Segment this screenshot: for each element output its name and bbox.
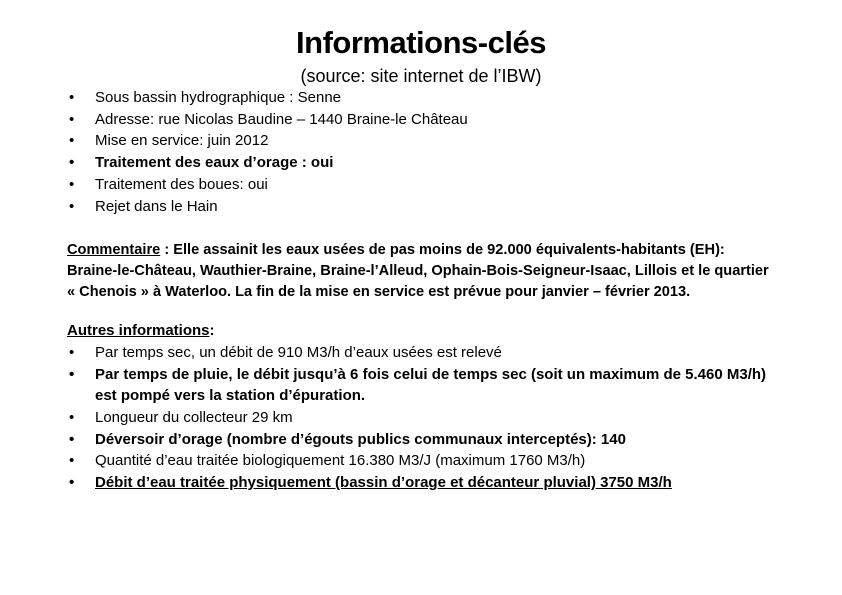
autres-informations-label: Autres informations — [67, 322, 210, 340]
list-item: • Quantité d’eau traitée biologiquement 16.380 M3/J (maximum 1760 M3/h) — [67, 450, 782, 472]
list-item: • Adresse: rue Nicolas Baudine – 1440 Braine-le Château — [67, 109, 782, 131]
list-item: • Sous bassin hydrographique : Senne — [67, 87, 782, 109]
list-item: • Débit d’eau traitée physiquement (bassin d’orage et décanteur pluvial) 3750 M3/h — [67, 472, 782, 494]
list-item: • Par temps sec, un débit de 910 M3/h d’eaux usées est relevé — [67, 342, 782, 364]
list-item: • Par temps de pluie, le débit jusqu’à 6 fois celui de temps sec (soit un maximum de 5.460 M3/h) est pompé vers la station d’épuration. — [67, 364, 782, 407]
page-subtitle: (source: site internet de l’IBW) — [300, 66, 542, 86]
list-item: • Mise en service: juin 2012 — [67, 130, 782, 152]
list-item: • Déversoir d’orage (nombre d’égouts publics communaux interceptés): 140 — [67, 429, 782, 451]
key-points-list — [0, 87, 842, 217]
commentaire-text: Elle assainit les eaux usées de pas moins de 92.000 équivalents-habitants (EH): Braine-le-Château, Wauthier-Braine, Braine-l’Alleud, Ophain-Bois-Seigneur-Isaac, Lillois et le quartier « Chenois » à Waterloo. La fin de la mise en service est prévue pour janvier – février 2013. — [67, 242, 769, 301]
page-title: Informations-clés — [296, 25, 546, 60]
list-item: • Traitement des boues: oui — [67, 174, 782, 196]
commentaire-paragraph — [67, 240, 779, 303]
list-item: • Traitement des eaux d’orage : oui — [67, 152, 782, 174]
autres-informations-heading — [67, 320, 782, 342]
list-item: • Rejet dans le Hain — [67, 196, 782, 218]
commentaire-separator: : — [160, 242, 174, 259]
list-item: • Longueur du collecteur 29 km — [67, 407, 782, 429]
autres-informations-colon: : — [209, 322, 215, 340]
commentaire-label: Commentaire — [67, 242, 161, 259]
autres-points-list — [0, 342, 842, 494]
